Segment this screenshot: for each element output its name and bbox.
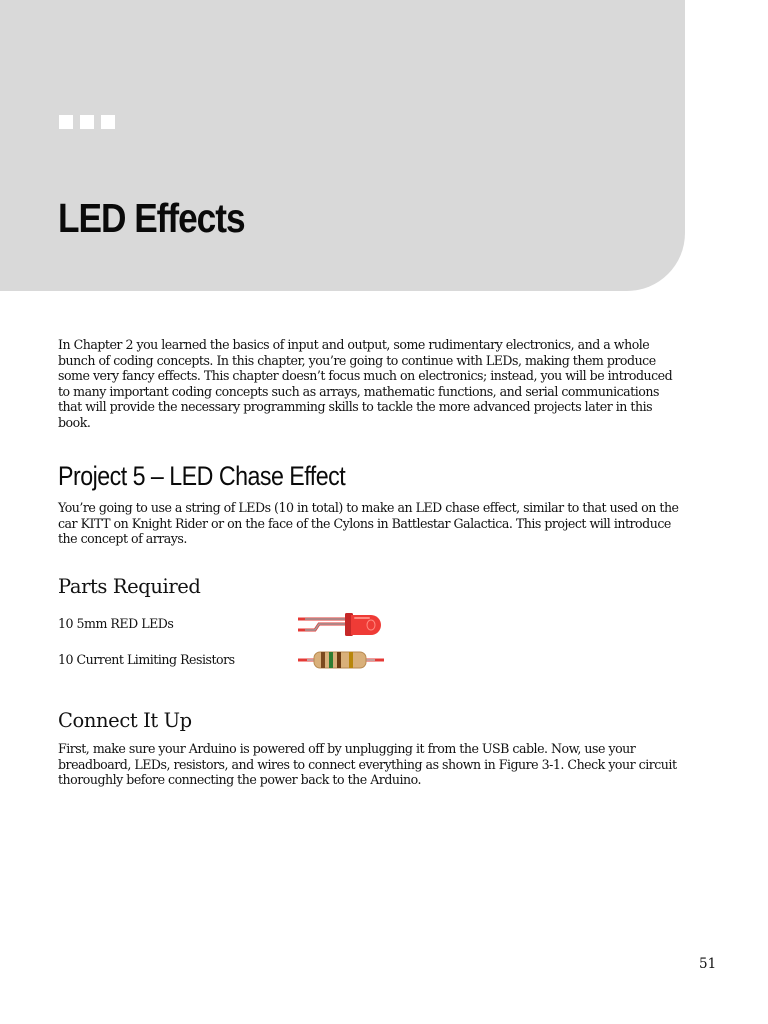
project-description: You’re going to use a string of LEDs (10 in total) to make an LED chase effect, similar to that used on the car KITT on Knight Rider or on the face of the Cylons in Battlestar Galactica. This project will introduce the concept of arrays. — [58, 500, 679, 547]
chapter-ornament — [59, 115, 115, 129]
chapter-title: LED Effects — [58, 195, 245, 241]
resistor-icon — [297, 648, 385, 672]
part-label: 10 Current Limiting Resistors — [58, 652, 235, 667]
connect-paragraph: First, make sure your Arduino is powered off by unplugging it from the USB cable. Now, use your breadboard, LEDs, resistors, and wires to connect everything as shown in Figure 3-1. Check your circuit thoroughly before connecting the power back to the Arduino. — [58, 741, 677, 788]
parts-required-heading: Parts Required — [58, 575, 201, 598]
intro-paragraph: In Chapter 2 you learned the basics of input and output, some rudimentary electronics, and a whole bunch of coding concepts. In this chapter, you’re going to continue with LEDs, making them produce some very fancy effects. This chapter doesn’t focus much on electronics; instead, you will be introduced to many important coding concepts such as arrays, mathematic functions, and serial communications that will provide the necessary programming skills to tackle the more advanced projects later in this book. — [58, 337, 673, 430]
part-row-resistors — [58, 648, 398, 672]
project-heading: Project 5 – LED Chase Effect — [58, 461, 346, 491]
ornament-square — [101, 115, 115, 129]
connect-it-up-heading: Connect It Up — [58, 709, 192, 732]
part-row-leds — [58, 612, 398, 636]
ornament-square — [80, 115, 94, 129]
red-led-icon — [297, 612, 385, 638]
part-label: 10 5mm RED LEDs — [58, 616, 174, 631]
page-number: 51 — [699, 956, 717, 972]
chapter-header-band — [0, 0, 685, 291]
ornament-square — [59, 115, 73, 129]
